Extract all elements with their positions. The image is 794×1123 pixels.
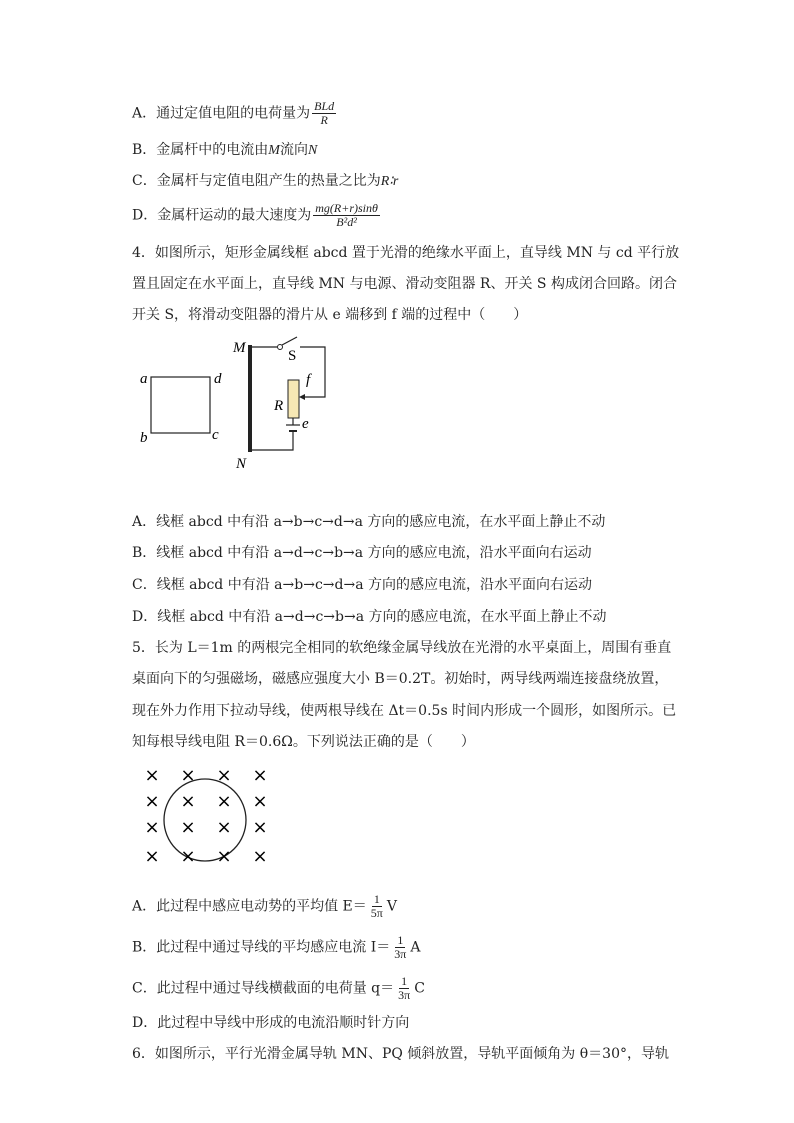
q5-option-b-fraction	[392, 934, 408, 961]
q4-option-c: C．线框 abcd 中有沿 a→b→c→d→a 方向的感应电流，沿水平面向右运动	[132, 577, 593, 593]
field-x-mark: ×	[144, 765, 160, 786]
fraction-numerator: 1	[373, 892, 380, 906]
q5-option-b	[132, 934, 420, 961]
loop-abcd	[151, 377, 210, 433]
q4-option-d: D．线框 abcd 中有沿 a→d→c→b→a 方向的感应电流，在水平面上静止不动	[132, 609, 607, 625]
field-x-mark: ×	[144, 791, 160, 812]
symbol-n: N	[307, 143, 318, 158]
fraction-numerator: 1	[397, 933, 404, 947]
q3-option-c	[132, 171, 398, 192]
wire-bottom	[250, 431, 293, 450]
label-d: d	[214, 371, 222, 387]
q3-option-b-text: B．金属杆中的电流由	[132, 142, 269, 158]
label-m: M	[233, 340, 246, 356]
q4-stem-line-2: 置且固定在水平面上，直导线 MN 与电源、滑动变阻器 R、开关 S 构成闭合回路。闭合	[132, 276, 677, 292]
fraction-denominator: 3π	[394, 947, 407, 961]
label-a: a	[140, 371, 148, 387]
q5-option-c-text: C．此过程中通过导线横截面的电荷量 q＝	[132, 980, 395, 997]
field-x-mark: ×	[216, 791, 232, 812]
unit: A	[410, 939, 421, 956]
label-n: N	[236, 456, 247, 472]
q5-option-d: D．此过程中导线中形成的电流沿顺时针方向	[132, 1015, 410, 1031]
field-x-mark: ×	[216, 817, 232, 838]
field-marks	[144, 765, 267, 867]
unit: V	[386, 898, 397, 915]
fraction-denominator: 5π	[370, 906, 383, 920]
field-x-mark: ×	[252, 765, 268, 786]
symbol-m: M	[268, 143, 280, 158]
q4-option-a: A．线框 abcd 中有沿 a→b→c→d→a 方向的感应电流，在水平面上静止不动	[132, 514, 606, 530]
q3-option-b	[132, 140, 317, 161]
fraction-numerator: BLd	[314, 99, 335, 113]
fraction-numerator: mg(R+r)sinθ	[315, 201, 378, 215]
q3-option-b-mid: 流向	[279, 142, 308, 158]
label-r: R	[274, 398, 284, 414]
switch-blade	[282, 337, 297, 345]
label-b: b	[140, 430, 148, 446]
fraction-denominator: R	[320, 113, 328, 127]
switch-pivot	[278, 345, 283, 350]
field-x-mark: ×	[144, 846, 160, 867]
q5-option-b-text: B．此过程中通过导线的平均感应电流 I＝	[132, 939, 391, 956]
q3-option-d	[132, 202, 382, 229]
q5-option-a-text: A．此过程中感应电动势的平均值 E＝	[132, 898, 367, 915]
q3-option-d-fraction	[313, 202, 380, 229]
label-c: c	[212, 427, 219, 443]
q5-stem-line-2: 桌面向下的匀强磁场，磁感应强度大小 B＝0.2T。初始时，两导线两端连接盘绕放置，	[132, 671, 669, 687]
field-x-mark: ×	[252, 846, 268, 867]
field-x-mark: ×	[216, 765, 232, 786]
ratio: R∶r	[380, 174, 399, 189]
rheostat	[288, 380, 299, 418]
q3-option-a	[132, 100, 338, 127]
q3-option-a-fraction	[312, 100, 336, 127]
label-s: S	[288, 348, 297, 364]
field-x-mark: ×	[180, 765, 196, 786]
q5-stem-line-4: 知每根导线电阻 R＝0.6Ω。下列说法正确的是（ ）	[132, 734, 475, 750]
field-x-mark: ×	[144, 817, 160, 838]
q4-stem-line-1: 4．如图所示，矩形金属线框 abcd 置于光滑的绝缘水平面上，直导线 MN 与 cd 平行放	[132, 245, 680, 261]
q4-stem-line-3: 开关 S，将滑动变阻器的滑片从 e 端移到 f 端的过程中（ ）	[132, 307, 528, 323]
unit: C	[414, 980, 425, 997]
q3-option-a-text: A．通过定值电阻的电荷量为	[132, 105, 311, 122]
q6-stem-line-1: 6．如图所示，平行光滑金属导轨 MN、PQ 倾斜放置，导轨平面倾角为 θ＝30°，导轨	[132, 1046, 669, 1062]
field-x-mark: ×	[252, 817, 268, 838]
q5-option-c	[132, 975, 425, 1002]
q5-option-c-fraction	[396, 975, 412, 1002]
label-e: e	[302, 416, 309, 432]
slider-arrow	[299, 394, 305, 400]
field-x-mark: ×	[180, 846, 196, 867]
fraction-numerator: 1	[401, 974, 408, 988]
q3-option-d-text: D．金属杆运动的最大速度为	[132, 207, 312, 224]
fraction-denominator: B²d²	[336, 215, 357, 229]
field-x-mark: ×	[252, 791, 268, 812]
field-x-mark: ×	[180, 791, 196, 812]
label-f: f	[306, 372, 311, 388]
q5-stem-line-1: 5．长为 L＝1m 的两根完全相同的软绝缘金属导线放在光滑的水平桌面上，周围有垂直	[132, 640, 672, 656]
q5-option-a-fraction	[369, 893, 385, 920]
q5-stem-line-3: 现在外力作用下拉动导线，使两根导线在 Δt＝0.5s 时间内形成一个圆形，如图所示。已	[132, 703, 677, 719]
q5-option-a	[132, 893, 397, 920]
fraction-denominator: 3π	[398, 988, 411, 1002]
wire-slider	[300, 347, 325, 397]
q4-option-b: B．线框 abcd 中有沿 a→d→c→b→a 方向的感应电流，沿水平面向右运动	[132, 545, 592, 561]
field-x-mark: ×	[180, 817, 196, 838]
wire-circle	[164, 779, 246, 861]
q3-option-c-text: C．金属杆与定值电阻产生的热量之比为	[132, 173, 381, 189]
field-x-mark: ×	[216, 846, 232, 867]
